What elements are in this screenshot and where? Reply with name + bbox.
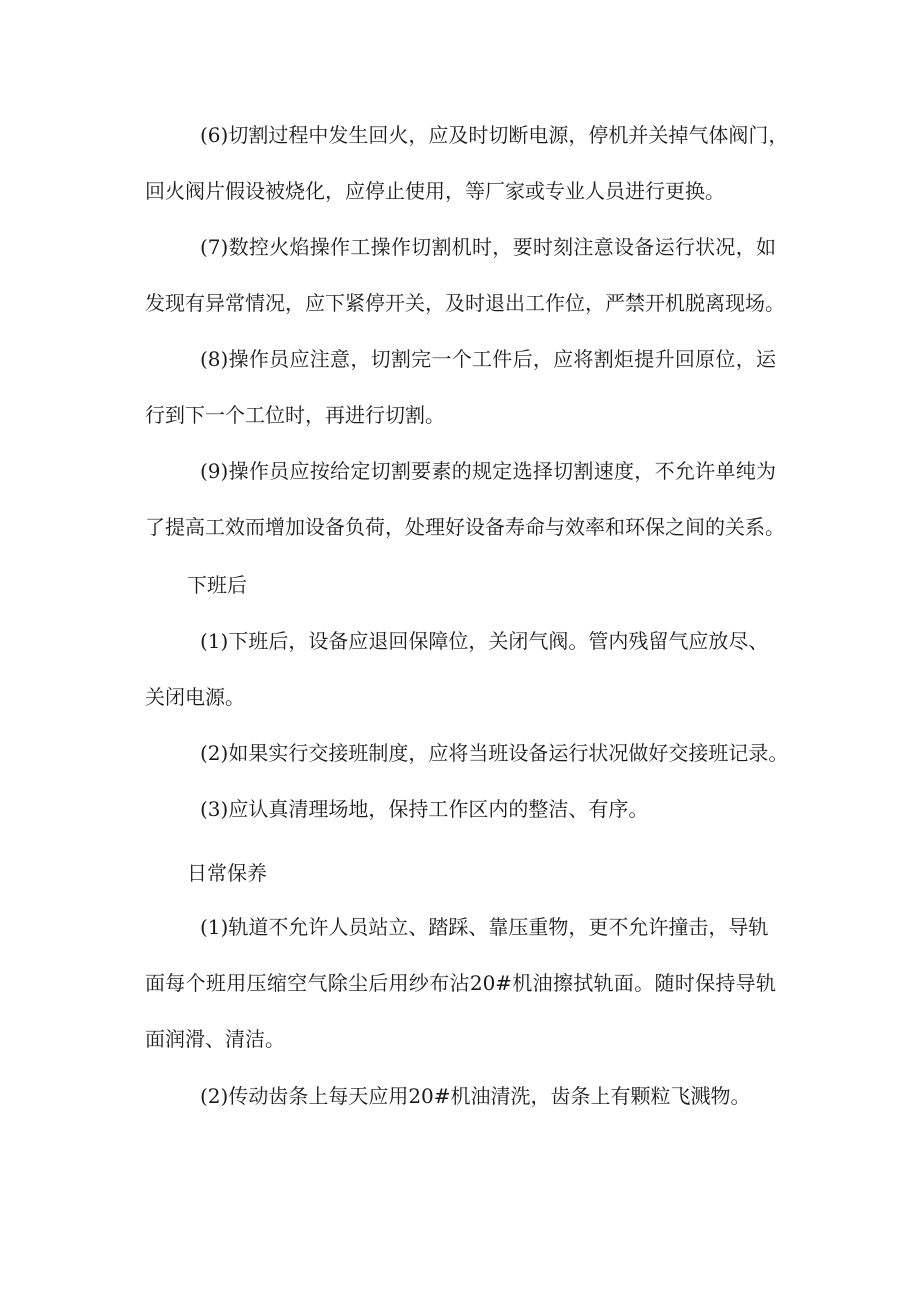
maintenance-item-1-line-2: 面每个班用压缩空气除尘后用纱布沾20#机油擦拭轨面。随时保持导轨: [145, 971, 776, 995]
paragraph-8-line-2: 行到下一个工位时，再进行切割。: [145, 403, 445, 427]
section-heading-after-shift: 下班后: [187, 573, 247, 597]
after-shift-item-3: (3)应认真清理场地，保持工作区内的整洁、有序。: [200, 797, 649, 821]
paragraph-9-line-2: 了提高工效而增加设备负荷，处理好设备寿命与效率和环保之间的关系。: [145, 515, 785, 539]
section-heading-daily-maintenance: 日常保养: [187, 861, 267, 885]
paragraph-7-line-2: 发现有异常情况，应下紧停开关，及时退出工作位，严禁开机脱离现场。: [145, 291, 785, 315]
paragraph-6-line-1: (6)切割过程中发生回火，应及时切断电源，停机并关掉气体阀门，: [200, 123, 789, 147]
paragraph-8-line-1: (8)操作员应注意，切割完一个工件后，应将割炬提升回原位，运: [200, 347, 776, 371]
paragraph-7-line-1: (7)数控火焰操作工操作切割机时，要时刻注意设备运行状况，如: [200, 235, 776, 259]
after-shift-item-2: (2)如果实行交接班制度，应将当班设备运行状况做好交接班记录。: [200, 741, 789, 765]
maintenance-item-2: (2)传动齿条上每天应用20#机油清洗，齿条上有颗粒飞溅物。: [200, 1084, 751, 1108]
maintenance-item-1-line-1: (1)轨道不允许人员站立、踏踩、靠压重物，更不允许撞击，导轨: [200, 915, 769, 939]
after-shift-item-1-line-2: 关闭电源。: [145, 685, 245, 709]
after-shift-item-1-line-1: (1)下班后，设备应退回保障位，关闭气阀。管内残留气应放尽、: [200, 629, 769, 653]
paragraph-6-line-2: 回火阀片假设被烧化，应停止使用，等厂家或专业人员进行更换。: [145, 179, 725, 203]
maintenance-item-1-line-3: 面润滑、清洁。: [145, 1027, 285, 1051]
paragraph-9-line-1: (9)操作员应按给定切割要素的规定选择切割速度，不允许单纯为: [200, 459, 776, 483]
